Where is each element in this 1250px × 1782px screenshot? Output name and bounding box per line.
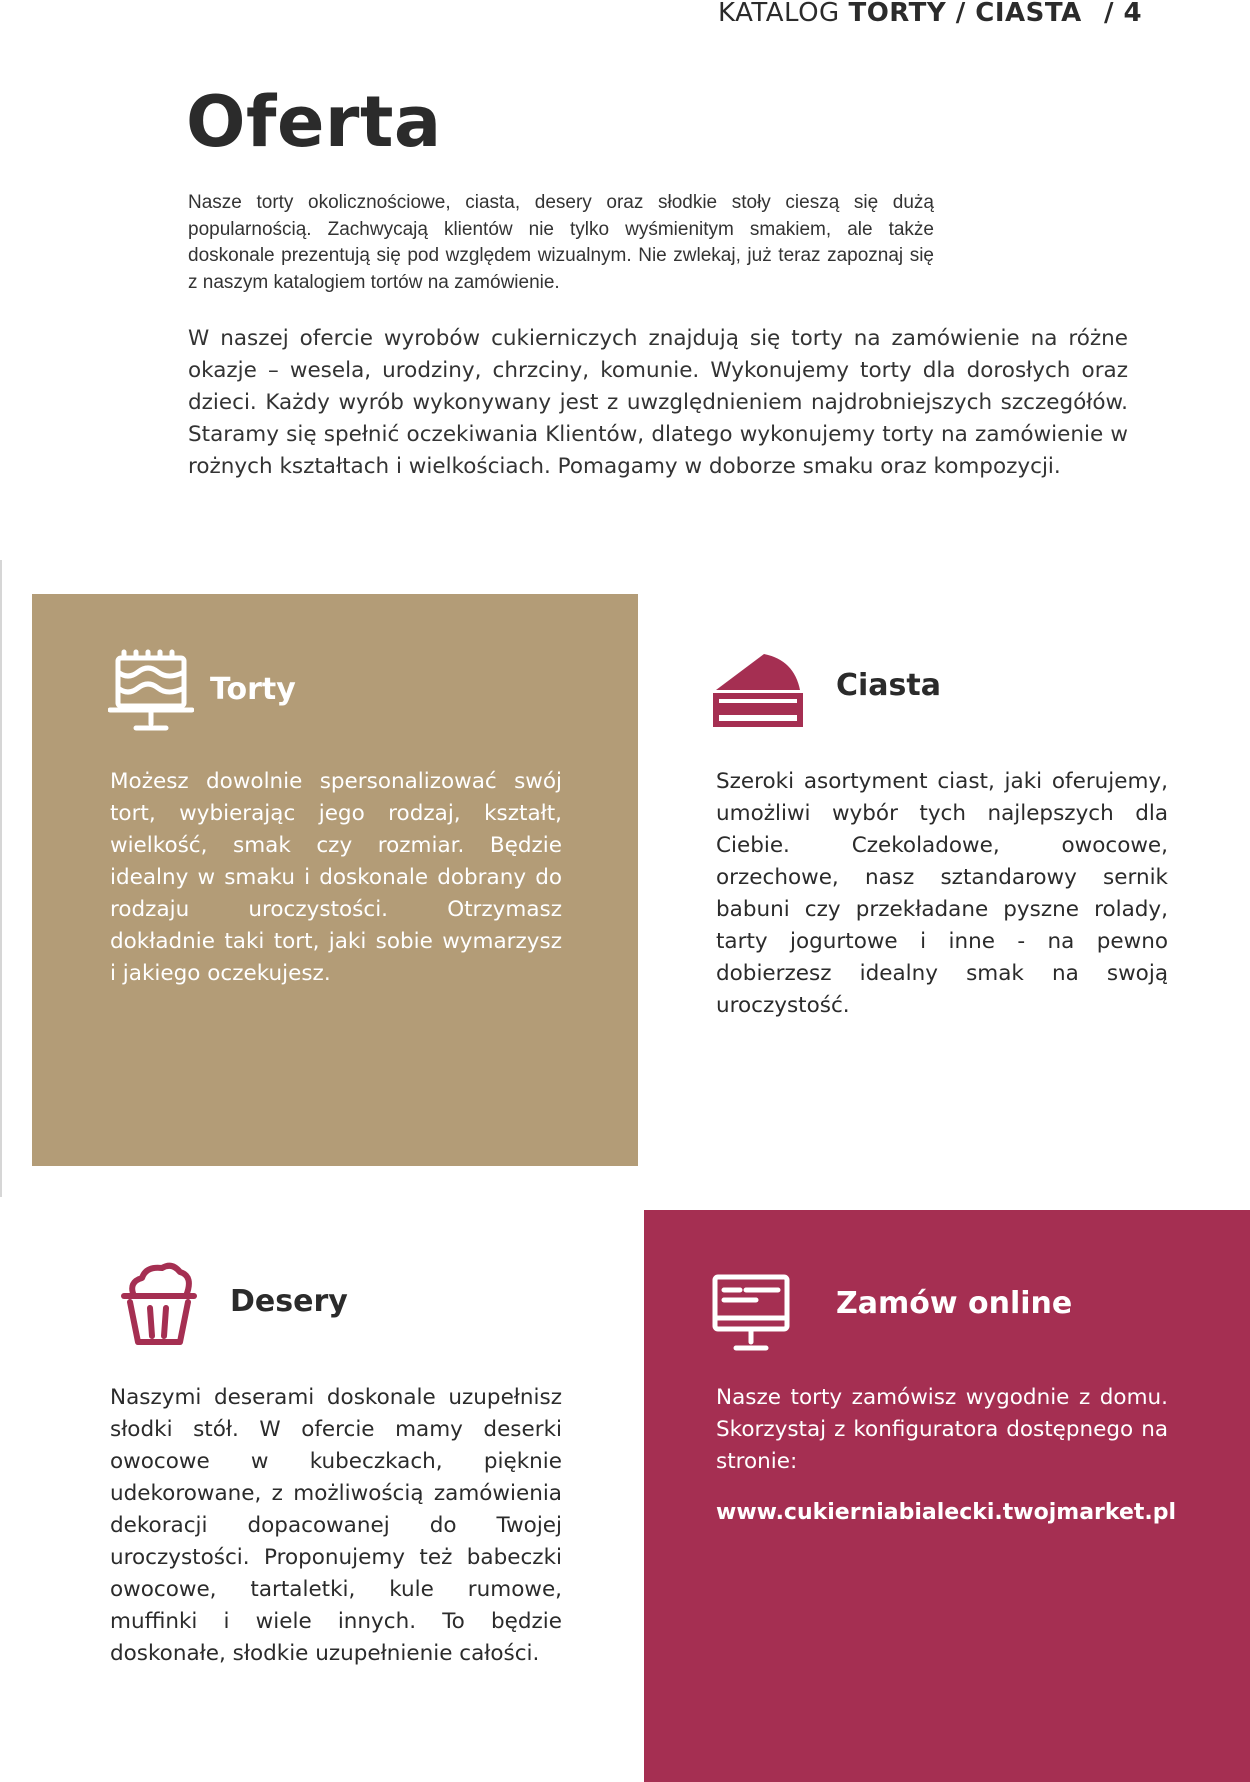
zamow-heading: Zamów online [836,1286,1073,1321]
page-title: Oferta [186,81,442,163]
ciasta-text: Szeroki asortyment ciast, jaki oferujemy, umożliwi wybór tych najlepszych dla Ciebie. Czekoladowe, owocowe, orzechowe, nasz sztandarowy sernik babuni czy przekładane pyszne rolady, tarty jogurtowe i inne - na pewno dobierzesz idealny smak na swoją uroczystość. [716,769,1168,1018]
desery-text: Naszymi deserami doskonale uzupełnisz słodki stół. W ofercie mamy deserki owocowe w kubeczkach, pięknie udekorowane, z możliwością zamówienia dekoracji dopacowanej do Twojej uroczystości. Proponujemy też babeczki owocowe, tartaletki, kule rumowe, muffinki i wiele innych. To będzie doskonałe, słodkie uzupełnienie całości. [110,1385,562,1666]
intro-text: Nasze torty okolicznościowe, ciasta, desery oraz słodkie stoły cieszą się dużą popularnością. Zachwycają klientów nie tylko wyśmienitym smakiem, ale także doskonale prezentują się pod względem wizualnym. Nie zwlekaj, już teraz zapoznaj się z naszym katalogiem tortów na zamówienie. [188,192,934,293]
zamow-text: Nasze torty zamówisz wygodnie z domu. Skorzystaj z konfiguratora dostępnego na stronie: [716,1385,1168,1474]
website-link[interactable]: www.cukierniabialecki.twojmarket.pl [716,1500,1177,1525]
torty-heading: Torty [210,672,296,707]
cake-slice-icon [712,652,804,728]
ciasta-heading: Ciasta [836,668,941,703]
left-border-line [0,560,2,1197]
monitor-icon [712,1274,790,1354]
page-number: / 4 [1104,0,1143,28]
desery-heading: Desery [230,1284,348,1319]
header-title: TORTY / CIASTA [848,0,1082,28]
cake-stand-icon [108,648,194,734]
torty-text: Możesz dowolnie spersonalizować swój tort, wybierając jego rodzaj, kształt, wielkość, smak czy rozmiar. Będzie idealny w smaku i doskonale dobrany do rodzaju uroczystości. Otrzymasz dokładnie taki tort, jaki sobie wymarzysz i jakiego oczekujesz. [110,769,562,986]
catalog-header [718,0,1143,30]
cupcake-icon [120,1262,198,1348]
offer-paragraph: W naszej ofercie wyrobów cukierniczych znajdują się torty na zamówienie na różne okazje – wesela, urodziny, chrzciny, komunie. Wykonujemy torty dla dorosłych oraz dzieci. Każdy wyrób wykonywany jest z uwzględnieniem najdrobniejszych szczegółów. Staramy się spełnić oczekiwania Klientów, dlatego wykonujemy torty na zamówienie w rożnych kształtach i wielkościach. Pomagamy w doborze smaku oraz kompozycji. [188,326,1128,479]
header-prefix: KATALOG [718,0,840,28]
